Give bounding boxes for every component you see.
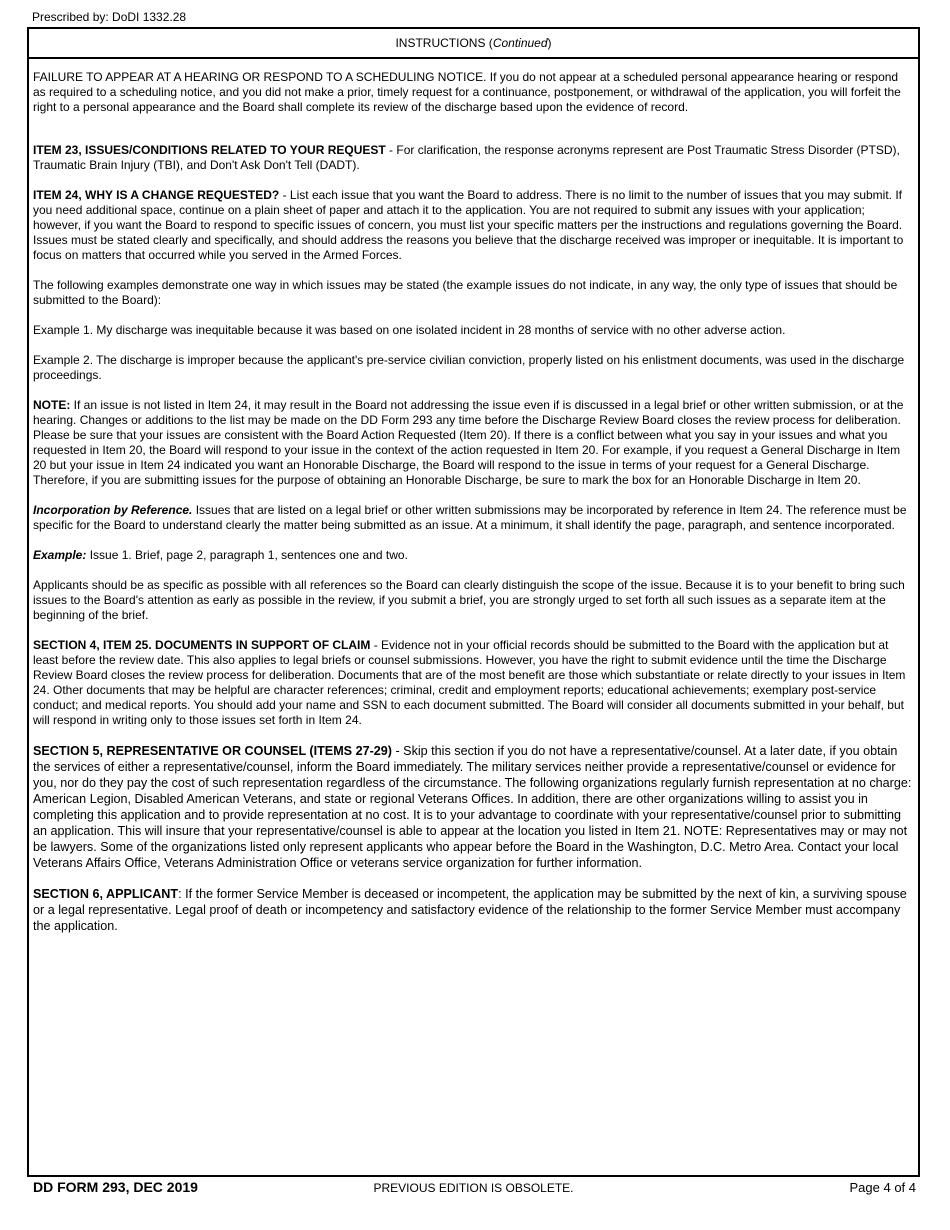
item24-text: - List each issue that you want the Board to address. There is no limit to the number of issues that you may submit. If you need additional space, continue on a plain sheet of paper and attach it to the application. You are not required to submit any issues with your application; however, if you want the Board to respond to specific issues of concern, you must list your specific matters per the instructions and regulations governing the Board. Issues must be stated clearly and specifically, and should address the reasons you believe that the discharge received was improper or inequitable. It is important to focus on matters that occurred while you served in the Armed Forces. xyxy=(33,188,904,262)
incorporation-text: Issues that are listed on a legal brief or other written submissions may be incorporated by reference in Item 24. The reference must be specific for the Board to understand clearly the matter being submitted as an issue. At a minimum, it shall identify the page, paragraph, and sentence incorporated. xyxy=(33,503,907,532)
section6-text: : If the former Service Member is deceased or incompetent, the application may be submitted by the next of kin, a surviving spouse or a legal representative. Legal proof of death or incompetency and satisfactory evidence of the relationship to the former Service Member must accompany the application. xyxy=(33,887,907,933)
note-text: If an issue is not listed in Item 24, it may result in the Board not addressing the issue even if is discussed in a legal brief or other written submission, or at the hearing. Changes or additions to the list may be made on the DD Form 293 any time before the Discharge Review Board closes the review process for deliberation. Please be sure that your issues are consistent with the Board Action Requested (Item 20). If there is a conflict between what you say in your issues and what you requested in Item 20, the Board will respond to your issue in the context of the action requested in Item 20. For example, if you request a General Discharge in Item 20 but your issue in Item 24 indicated you want an Honorable Discharge, the Board will respond to the issue in terms of your request for a General Discharge. Therefore, if you are submitting issues for the purpose of obtaining an Honorable Discharge, be sure to mark the box for an Honorable Discharge in Item 20. xyxy=(33,398,904,487)
note-paragraph xyxy=(33,398,914,488)
item24-paragraph xyxy=(33,188,914,263)
example-1: Example 1. My discharge was inequitable because it was based on one isolated incident in 28 months of service with no other adverse action. xyxy=(33,323,786,337)
form-id: DD FORM 293, DEC 2019 xyxy=(33,1179,198,1195)
section6-heading: SECTION 6, APPLICANT xyxy=(33,887,179,901)
examples-intro: The following examples demonstrate one way in which issues may be stated (the example issues do not indicate, in any way, the only type of issues that should be submitted to the Board): xyxy=(33,278,898,307)
section4-paragraph xyxy=(33,638,914,728)
section5-text: - Skip this section if you do not have a representative/counsel. At a later date, if you obtain the services of either a representative/counsel, inform the Board immediately. The military services neither provide a representative/counsel or evidence for you, nor do they pay the cost of such representation regardless of the circumstance. The following organizations regularly furnish representation at no charge: American Legion, Disabled American Veterans, and state or regional Veterans Offices. In addition, there are other organizations willing to assist you in completing this application and to provide representation at no cost. It is to your advantage to coordinate with your representative/counsel prior to submitting an application. This will insure that your representative/counsel is able to appear at the location you listed in Item 21. NOTE: Representatives may or may not be lawyers. Some of the organizations listed only represent applicants who appear before the Board in the Washington, D.C. Metro Area. Contact your local Veterans Affairs Office, Veterans Administration Office or veterans service organization for further information. xyxy=(33,744,912,870)
applicants-paragraph: Applicants should be as specific as possible with all references so the Board can clearly distinguish the scope of the issue. Because it is to your benefit to bring such issues to the Board's attention as early as possible in the review, if you submit a brief, you are strongly urged to set forth all such issues as a separate item at the beginning of the brief. xyxy=(33,578,905,622)
form-footer xyxy=(27,1179,920,1199)
section5-heading: SECTION 5, REPRESENTATIVE OR COUNSEL (ITEMS 27-29) xyxy=(33,744,392,758)
title-end: ) xyxy=(547,36,552,50)
title-text: INSTRUCTIONS ( xyxy=(395,36,493,50)
example-2: Example 2. The discharge is improper because the applicant's pre-service civilian conviction, properly listed on his enlistment documents, was used in the discharge proceedings. xyxy=(33,353,905,382)
instructions-frame xyxy=(27,27,920,1177)
section6-paragraph xyxy=(33,886,914,934)
prescribed-by: Prescribed by: DoDI 1332.28 xyxy=(32,10,187,24)
obsolete-notice: PREVIOUS EDITION IS OBSOLETE. xyxy=(373,1181,574,1195)
section5-paragraph xyxy=(33,743,914,871)
incorporation-paragraph xyxy=(33,503,914,533)
example-heading: Example: xyxy=(33,548,87,562)
page-title xyxy=(29,29,918,59)
failure-paragraph: FAILURE TO APPEAR AT A HEARING OR RESPOND TO A SCHEDULING NOTICE. If you do not appear at a scheduled personal appearance hearing or respond as required to a scheduling notice, and you did not make a prior, timely request for a continuance, postponement, or withdrawal of the application, you will forfeit the right to a personal appearance and the Board shall complete its review of the discharge based upon the evidence of record. xyxy=(33,70,901,114)
item23-paragraph xyxy=(33,143,914,173)
section4-heading: SECTION 4, ITEM 25. DOCUMENTS IN SUPPORT OF CLAIM xyxy=(33,638,371,652)
item23-text: - For clarification, the response acronyms represent are Post Traumatic Stress Disorder (PTSD), Traumatic Brain Injury (TBI), and Don't Ask Don't Tell (DADT). xyxy=(33,143,900,172)
item23-heading: ITEM 23, ISSUES/CONDITIONS RELATED TO YOUR REQUEST xyxy=(33,143,386,157)
page-number: Page 4 of 4 xyxy=(849,1180,916,1195)
example-text: Issue 1. Brief, page 2, paragraph 1, sentences one and two. xyxy=(86,548,408,562)
example-paragraph xyxy=(33,548,914,563)
item24-heading: ITEM 24, WHY IS A CHANGE REQUESTED? xyxy=(33,188,280,202)
incorporation-heading: Incorporation by Reference. xyxy=(33,503,193,517)
note-heading: NOTE: xyxy=(33,398,71,412)
title-italic: Continued xyxy=(492,36,548,50)
instructions-body xyxy=(29,59,918,934)
section4-text: - Evidence not in your official records should be submitted to the Board with the application but at least before the review date. This also applies to legal briefs or counsel submissions. However, you have the right to submit evidence until the time the Discharge Review Board closes the review process for deliberation. Documents that are of the most benefit are those which substantiate or relate directly to your issues in Item 24. Other documents that may be helpful are character references; criminal, credit and employment reports; educational achievements; exemplary post-service conduct; and medical reports. You should add your name and SSN to each document submitted. The Board will consider all documents submitted in your behalf, but will respond in writing only to those issues set forth in Item 24. xyxy=(33,638,906,727)
